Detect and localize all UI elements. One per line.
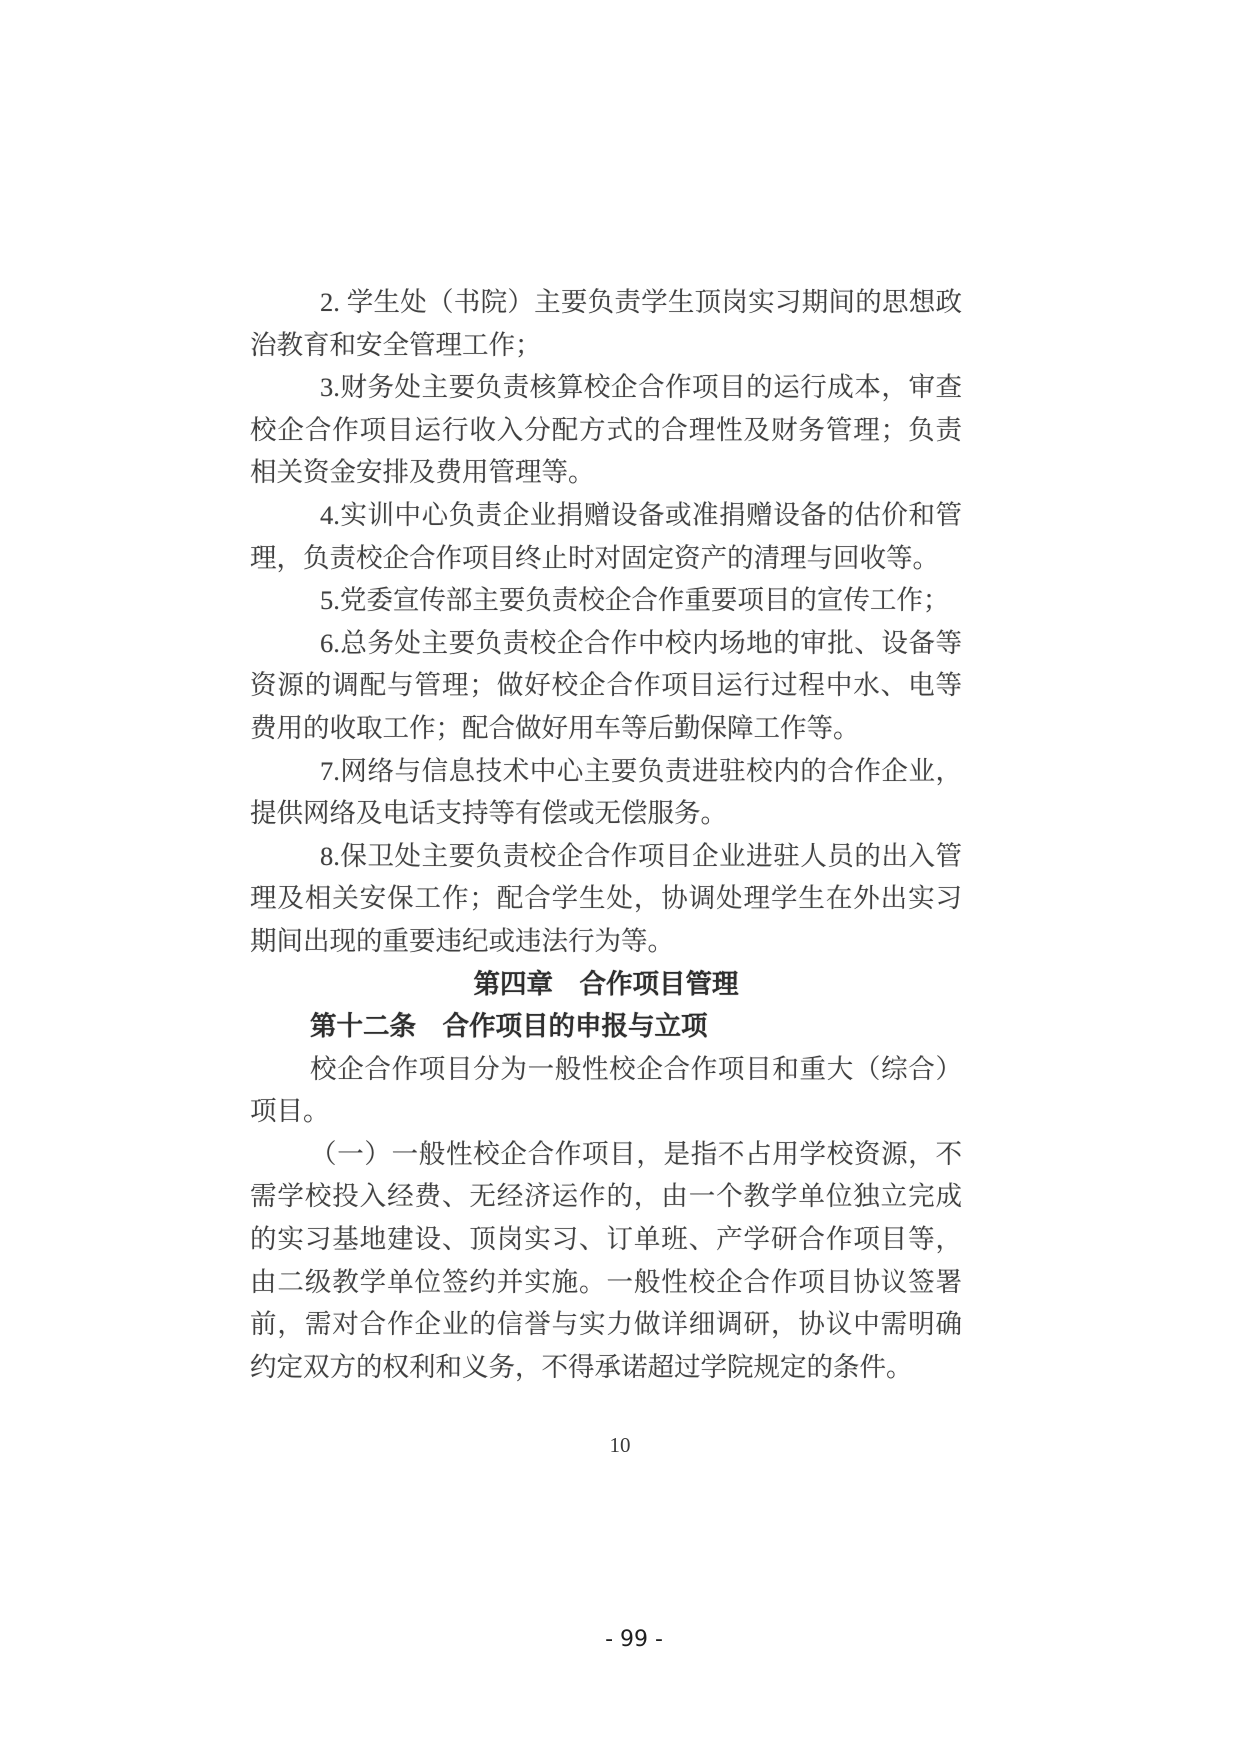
text-line: 的实习基地建设、顶岗实习、订单班、产学研合作项目等， [250, 1224, 962, 1255]
text-line: 8.保卫处主要负责校企合作项目企业进驻人员的出入管 [320, 840, 962, 871]
text-line: 治教育和安全管理工作； [250, 329, 542, 360]
text-line: 5.党委宣传部主要负责校企合作重要项目的宣传工作； [320, 585, 950, 616]
text-line: 费用的收取工作；配合做好用车等后勤保障工作等。 [250, 712, 860, 743]
text-line: 校企合作项目分为一般性校企合作项目和重大（综合） [310, 1053, 962, 1084]
text-line: 2. 学生处（书院）主要负责学生顶岗实习期间的思想政 [320, 287, 962, 317]
text-line: 需学校投入经费、无经济运作的，由一个教学单位独立完成 [250, 1181, 962, 1212]
text-line: 7.网络与信息技术中心主要负责进驻校内的合作企业， [320, 755, 962, 786]
text-line: 资源的调配与管理；做好校企合作项目运行过程中水、电等 [250, 670, 962, 701]
footer-page-number: - 99 - [605, 1627, 663, 1652]
text-line: 提供网络及电话支持等有偿或无偿服务。 [250, 798, 727, 829]
scan-page-number: 10 [609, 1433, 631, 1457]
text-line: 理，负责校企合作项目终止时对固定资产的清理与回收等。 [250, 542, 939, 573]
chapter-heading: 第四章 合作项目管理 [473, 968, 739, 999]
text-line: 理及相关安保工作；配合学生处，协调处理学生在外出实习 [250, 883, 962, 914]
text-line: （一）一般性校企合作项目，是指不占用学校资源，不 [310, 1138, 962, 1169]
text-line: 4.实训中心负责企业捐赠设备或准捐赠设备的估价和管 [320, 499, 962, 530]
text-line: 前，需对合作企业的信誉与实力做详细调研，协议中需明确 [250, 1309, 962, 1340]
text-line: 约定双方的权利和义务，不得承诺超过学院规定的条件。 [250, 1351, 913, 1382]
text-line: 校企合作项目运行收入分配方式的合理性及财务管理；负责 [250, 414, 962, 445]
text-line: 期间出现的重要违纪或违法行为等。 [250, 925, 674, 956]
text-line: 由二级教学单位签约并实施。一般性校企合作项目协议签署 [250, 1266, 962, 1297]
text-line: 项目。 [250, 1096, 330, 1127]
text-line: 相关资金安排及费用管理等。 [250, 457, 595, 488]
document-body [250, 281, 962, 1388]
article-heading: 第十二条 合作项目的申报与立项 [310, 1011, 708, 1042]
text-line: 6.总务处主要负责校企合作中校内场地的审批、设备等 [320, 627, 962, 658]
text-line: 3.财务处主要负责核算校企合作项目的运行成本，审查 [320, 372, 962, 403]
